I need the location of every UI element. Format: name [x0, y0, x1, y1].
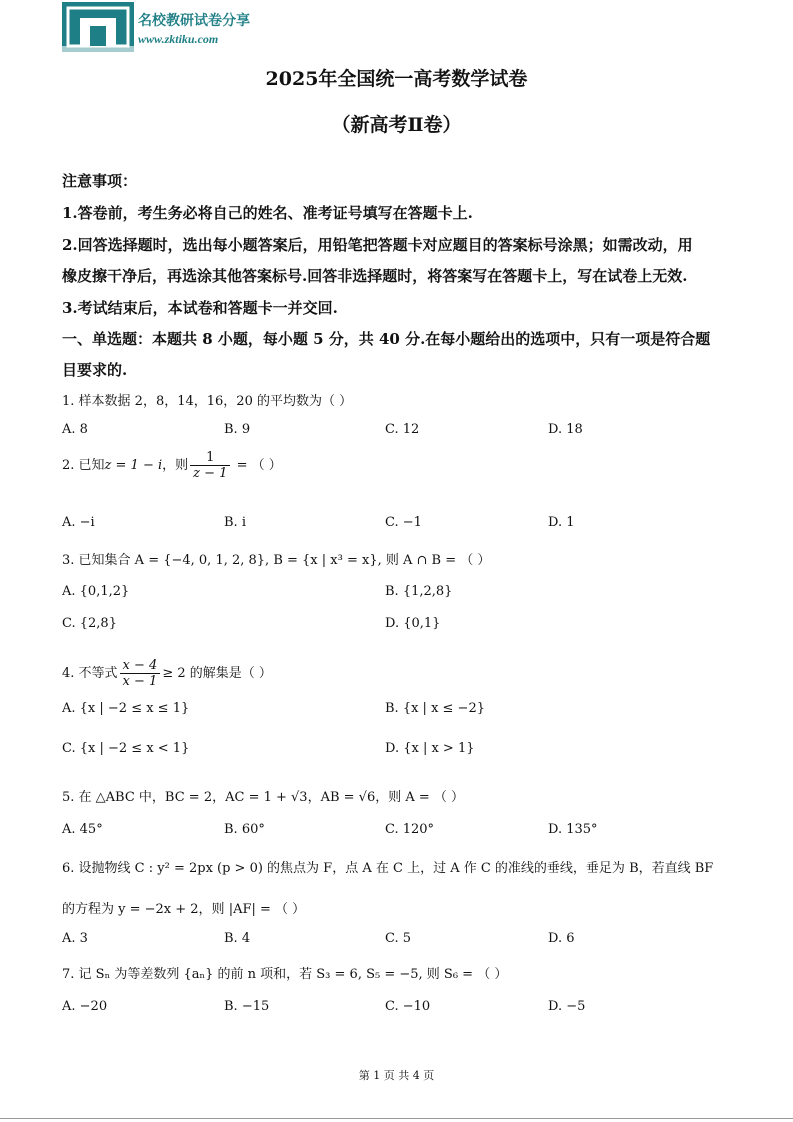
question-7-option-d: D. −5 [548, 999, 586, 1014]
question-5-option-c: C. 120° [385, 822, 435, 837]
question-1-option-b: B. 9 [224, 422, 251, 437]
question-4-option-a: A. {x | −2 ≤ x ≤ 1} [62, 701, 190, 716]
question-1-option-a: A. 8 [62, 422, 88, 437]
question-7-option-a: A. −20 [62, 999, 108, 1014]
question-3-option-c: C. {2,8} [62, 616, 117, 631]
notice-item-2-line-1: 2.回答选择题时，选出每小题答案后，用铅笔把答题卡对应题目的答案标号涂黑；如需改动，用 [62, 236, 693, 254]
question-1-option-c: C. 12 [385, 422, 420, 437]
question-3-option-a: A. {0,1,2} [62, 584, 130, 599]
page-footer: 第 1 页 共 4 页 [358, 1069, 435, 1082]
question-2-option-b: B. i [224, 515, 246, 530]
logo-url: www.zktiku.com [138, 32, 219, 46]
site-logo [62, 2, 272, 54]
logo-emblem [62, 2, 134, 52]
question-4-option-b: B. {x | x ≤ −2} [385, 701, 485, 716]
question-2-suffix: = （ ） [232, 458, 282, 473]
question-4-fraction-numerator: x − 4 [122, 658, 158, 673]
notice-item-3: 3.考试结束后，本试卷和答题卡一并交回. [62, 299, 338, 317]
question-1-option-d: D. 18 [548, 422, 583, 437]
question-7-option-b: B. −15 [224, 999, 270, 1014]
logo-building-icon [62, 2, 134, 52]
question-7-stem: 7. 记 Sₙ 为等差数列 {aₙ} 的前 n 项和，若 S₃ = 6, S₅ = −5, 则 S₆ = （ ） [62, 967, 508, 982]
question-5-option-b: B. 60° [224, 822, 265, 837]
question-5-stem: 5. 在 △ABC 中，BC = 2，AC = 1 + √3，AB = √6，则 A = （ ） [62, 790, 465, 805]
question-4-prefix: 4. 不等式 [62, 666, 118, 681]
exam-title: 2025年全国统一高考数学试卷 [265, 68, 528, 90]
section-heading-line-1: 一、单选题：本题共 8 小题，每小题 5 分，共 40 分.在每小题给出的选项中，只有一项是符合题 [62, 330, 711, 348]
question-4-suffix: ≥ 2 的解集是（ ） [162, 666, 272, 681]
page-bottom-divider [0, 1118, 793, 1119]
question-6-option-c: C. 5 [385, 931, 412, 946]
notice-item-2-line-2: 橡皮擦干净后，再选涂其他答案标号.回答非选择题时，将答案写在答题卡上，写在试卷上无效. [62, 267, 688, 285]
question-5-option-d: D. 135° [548, 822, 598, 837]
question-4-option-d: D. {x | x > 1} [385, 741, 475, 756]
question-2-fraction-denominator: z − 1 [190, 465, 230, 481]
question-3-stem: 3. 已知集合 A = {−4, 0, 1, 2, 8}, B = {x | x³ = x}, 则 A ∩ B = （ ） [62, 553, 491, 568]
section-heading-line-2: 目要求的. [62, 361, 128, 379]
exam-subtitle: （新高考Ⅱ卷） [331, 114, 462, 136]
logo-site-name: 名校教研试卷分享 [138, 13, 250, 29]
question-1-stem: 1. 样本数据 2，8，14，16，20 的平均数为（ ） [62, 394, 353, 409]
question-4-option-c: C. {x | −2 ≤ x < 1} [62, 741, 190, 756]
question-3-option-b: B. {1,2,8} [385, 584, 453, 599]
notice-item-1: 1.答卷前，考生务必将自己的姓名、准考证号填写在答题卡上. [62, 204, 473, 222]
question-4-fraction [120, 658, 161, 689]
question-2-mid: ，则 [162, 458, 189, 473]
question-6-option-a: A. 3 [62, 931, 88, 946]
question-2-condition: z = 1 − i [104, 458, 163, 473]
question-2-fraction-numerator: 1 [206, 450, 215, 465]
question-6-stem-line-2: 的方程为 y = −2x + 2，则 |AF| = （ ） [62, 902, 306, 917]
question-7-option-c: C. −10 [385, 999, 431, 1014]
question-6-option-d: D. 6 [548, 931, 575, 946]
question-5-option-a: A. 45° [62, 822, 103, 837]
question-4-fraction-denominator: x − 1 [120, 673, 161, 689]
question-4-stem [62, 658, 272, 689]
question-3-option-d: D. {0,1} [385, 616, 441, 631]
notice-heading: 注意事项： [62, 172, 138, 190]
question-2-stem [62, 450, 282, 481]
question-2-option-c: C. −1 [385, 515, 422, 530]
question-6-stem-line-1: 6. 设抛物线 C : y² = 2px (p > 0) 的焦点为 F，点 A 在 C 上，过 A 作 C 的准线的垂线，垂足为 B，若直线 BF [62, 861, 714, 876]
question-2-fraction [190, 450, 230, 481]
question-6-option-b: B. 4 [224, 931, 251, 946]
question-2-prefix: 2. 已知 [62, 458, 105, 473]
question-2-option-d: D. 1 [548, 515, 575, 530]
question-2-option-a: A. −i [62, 515, 95, 530]
